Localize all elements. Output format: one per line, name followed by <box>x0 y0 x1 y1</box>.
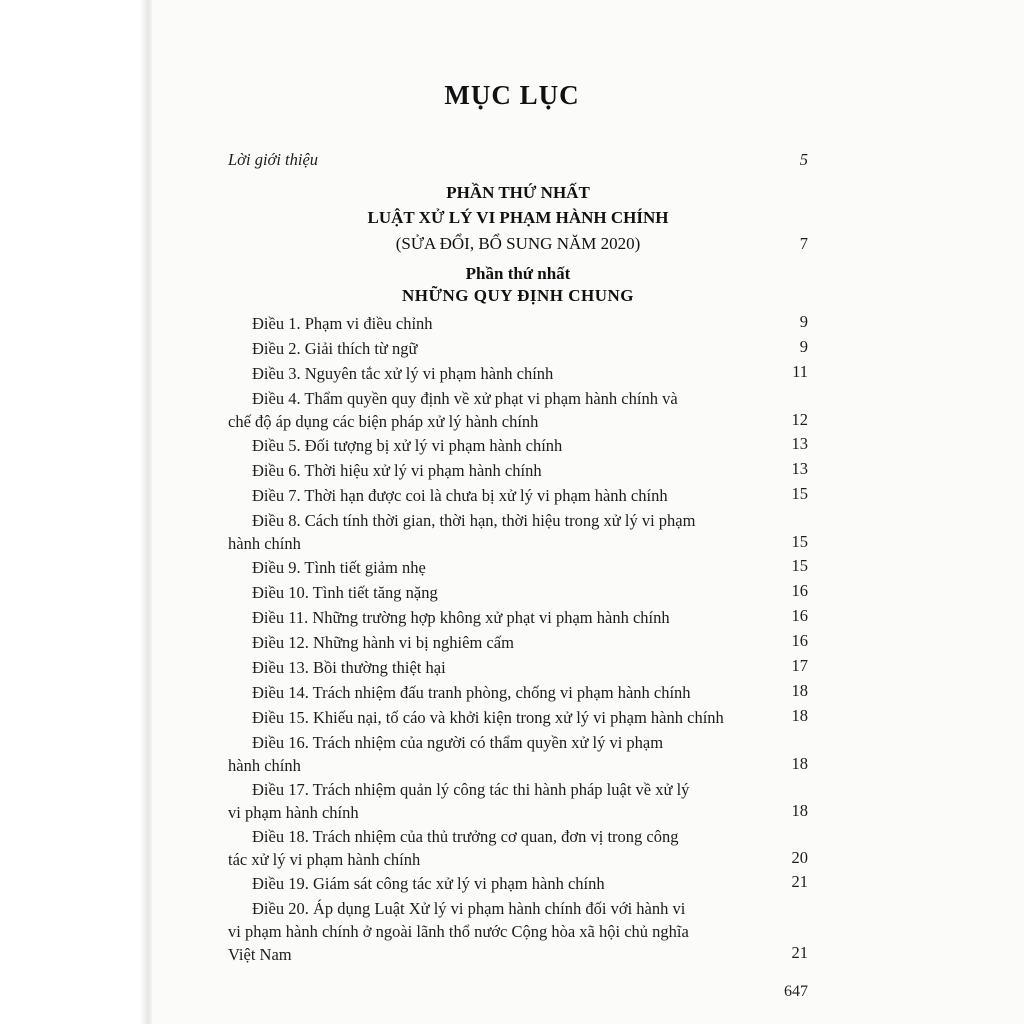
toc-entry[interactable] <box>228 459 808 482</box>
toc-entry-line: Điều 4. Thẩm quyền quy định về xử phạt vi phạm hành chính và <box>252 389 678 408</box>
part-heading-line2: LUẬT XỬ LÝ VI PHẠM HÀNH CHÍNH <box>367 208 669 227</box>
toc-entry-page: 20 <box>791 848 808 867</box>
toc-entry-page: 18 <box>791 681 808 700</box>
toc-entry[interactable] <box>228 581 808 604</box>
toc-entry-line: hành chính <box>228 756 301 775</box>
toc-entry[interactable] <box>228 337 808 360</box>
toc-entry-page: 18 <box>791 706 808 725</box>
toc-entry-line: Điều 14. Trách nhiệm đấu tranh phòng, chống vi phạm hành chính <box>252 683 691 702</box>
toc-entry-line: vi phạm hành chính <box>228 803 359 822</box>
toc-entry-page: 9 <box>799 312 808 331</box>
toc-entry-page: 16 <box>791 581 808 600</box>
toc-entry-line: Điều 6. Thời hiệu xử lý vi phạm hành chính <box>252 461 542 480</box>
toc-entry[interactable] <box>228 897 808 966</box>
toc-entry[interactable] <box>228 606 808 629</box>
toc-entry[interactable] <box>228 631 808 654</box>
toc-entry-page: 18 <box>791 801 808 820</box>
toc-entry-page: 11 <box>792 362 808 381</box>
section-heading-line2: NHỮNG QUY ĐỊNH CHUNG <box>401 286 635 305</box>
toc-entry-page: 16 <box>791 631 808 650</box>
toc-entry-line: Điều 7. Thời hạn được coi là chưa bị xử lý vi phạm hành chính <box>252 486 668 505</box>
toc-entry-page: 13 <box>791 434 808 453</box>
toc-entry-line: Điều 3. Nguyên tắc xử lý vi phạm hành chính <box>252 364 554 383</box>
toc-entry-line: Điều 17. Trách nhiệm quản lý công tác thi hành pháp luật về xử lý <box>252 780 690 799</box>
toc-entry[interactable] <box>228 312 808 335</box>
toc-entry[interactable] <box>228 825 808 871</box>
toc-entry-page: 21 <box>791 872 808 891</box>
part-heading-line1: PHẦN THỨ NHẤT <box>446 183 590 202</box>
toc-entry[interactable] <box>228 509 808 555</box>
toc-entry-page: 13 <box>791 459 808 478</box>
toc-entry-line: hành chính <box>228 534 301 553</box>
toc-entry-line: Điều 9. Tình tiết giảm nhẹ <box>252 558 426 577</box>
toc-entry[interactable] <box>228 387 808 433</box>
toc-entry[interactable] <box>228 872 808 895</box>
toc-entry[interactable] <box>228 731 808 777</box>
toc-entry-page: 18 <box>791 754 808 773</box>
section-heading-line1: Phần thứ nhất <box>465 264 571 283</box>
toc-entry[interactable] <box>228 778 808 824</box>
toc-entry-line: Điều 11. Những trường hợp không xử phạt vi phạm hành chính <box>252 608 670 627</box>
toc-entry-line: Điều 12. Những hành vi bị nghiêm cấm <box>252 633 514 652</box>
toc-entry-line: Điều 16. Trách nhiệm của người có thẩm quyền xử lý vi phạm <box>252 733 664 752</box>
toc-entry-page: 16 <box>791 606 808 625</box>
part-page: 7 <box>799 234 808 253</box>
toc-entry[interactable] <box>228 706 808 729</box>
toc-entry-line: tác xử lý vi phạm hành chính <box>228 850 421 869</box>
toc-entry-line: Điều 10. Tình tiết tăng nặng <box>252 583 438 602</box>
toc-entry-line: Điều 1. Phạm vi điều chỉnh <box>252 314 433 333</box>
toc-entry-line: Việt Nam <box>228 945 292 964</box>
toc-entry-line: Điều 5. Đối tượng bị xử lý vi phạm hành chính <box>252 436 563 455</box>
toc-intro-label: Lời giới thiệu <box>228 150 319 169</box>
toc-entry-page: 17 <box>791 656 808 675</box>
toc-entry-line: chế độ áp dụng các biện pháp xử lý hành chính <box>228 412 539 431</box>
toc-entry-page: 21 <box>791 943 808 962</box>
page-number: 647 <box>784 983 808 1000</box>
page-title: MỤC LỤC <box>444 80 580 110</box>
toc-entry-page: 9 <box>799 337 808 356</box>
toc-intro-page: 5 <box>799 150 808 169</box>
book-spine-margin <box>0 0 152 1024</box>
toc-entry-line: vi phạm hành chính ở ngoài lãnh thổ nước Cộng hòa xã hội chủ nghĩa <box>228 922 689 941</box>
toc-entry[interactable] <box>228 681 808 704</box>
toc-entry[interactable] <box>228 656 808 679</box>
toc-entry-page: 15 <box>791 484 808 503</box>
toc-entry-line: Điều 2. Giải thích từ ngữ <box>252 339 418 358</box>
toc-entry[interactable] <box>228 484 808 507</box>
toc-entry-line: Điều 8. Cách tính thời gian, thời hạn, thời hiệu trong xử lý vi phạm <box>252 511 696 530</box>
toc-entry[interactable] <box>228 362 808 385</box>
toc-entry-page: 15 <box>791 532 808 551</box>
toc-entry-page: 12 <box>791 410 808 429</box>
toc-entry-line: Điều 20. Áp dụng Luật Xử lý vi phạm hành chính đối với hành vi <box>252 899 686 918</box>
toc-entry-line: Điều 13. Bồi thường thiệt hại <box>252 658 446 677</box>
part-heading-line3: (SỬA ĐỔI, BỔ SUNG NĂM 2020) <box>395 234 641 253</box>
toc-entry[interactable] <box>228 556 808 579</box>
toc-entry-page: 15 <box>791 556 808 575</box>
toc-entry[interactable] <box>228 434 808 457</box>
toc-entry-line: Điều 15. Khiếu nại, tố cáo và khởi kiện trong xử lý vi phạm hành chính <box>252 708 724 727</box>
toc-entry-line: Điều 19. Giám sát công tác xử lý vi phạm hành chính <box>252 874 605 893</box>
toc-intro-row[interactable] <box>228 150 808 170</box>
toc-entry-line: Điều 18. Trách nhiệm của thủ trưởng cơ quan, đơn vị trong công <box>252 827 679 846</box>
